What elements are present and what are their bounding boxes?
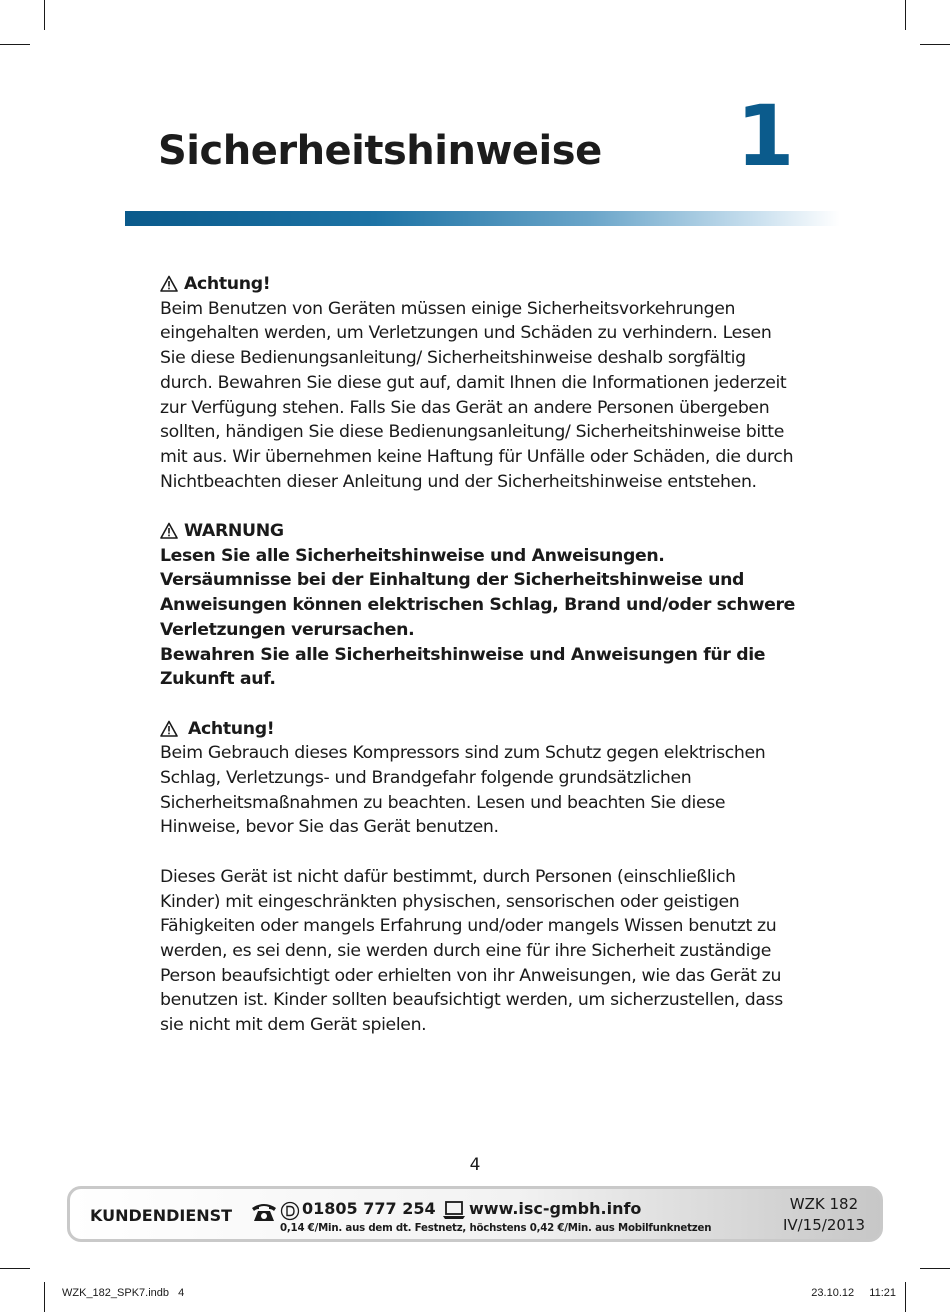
model-info (783, 1194, 865, 1236)
paragraph-bold: Lesen Sie alle Sicherheitshinweise und Anweisungen. Versäumnisse bei der Einhaltung der Sicherheitshinweise und Anweisungen können elektrischen Schlag, Brand und/oder schwere Verletzungen verursachen. (160, 545, 795, 640)
heading-text: Achtung! (184, 274, 271, 294)
warning-triangle-icon (160, 522, 178, 540)
website-link[interactable]: www.isc-gmbh.info (469, 1199, 642, 1218)
section-achtung-1 (160, 272, 800, 494)
heading-text: Achtung! (188, 718, 275, 739)
warning-triangle-icon (160, 275, 178, 293)
section-heading (160, 272, 800, 297)
section-children-notice (160, 865, 800, 1038)
page-number: 4 (469, 1155, 481, 1175)
model-number: WZK 182 (789, 1195, 859, 1213)
crop-mark (920, 1268, 950, 1269)
crop-mark (44, 0, 45, 30)
circle-d-icon (280, 1201, 300, 1225)
chapter-number: 1 (736, 87, 795, 185)
print-slug-datetime: 23.10.12 11:21 (811, 1287, 896, 1299)
crop-mark (905, 0, 906, 30)
customer-service-footer (67, 1186, 883, 1242)
crop-mark (0, 44, 30, 45)
customer-service-label: KUNDENDIENST (90, 1206, 233, 1225)
paragraph: Beim Gebrauch dieses Kompressors sind zum Schutz gegen elektrischen Schlag, Verletzungs- und Brandgefahr folgende grundsätzlichen Sicherheitsmaßnahmen zu beachten. Lesen und beachten Sie diese Hinweise, bevor Sie das Gerät benutzen. (160, 743, 766, 838)
crop-mark (905, 1282, 906, 1312)
paragraph: Dieses Gerät ist nicht dafür bestimmt, durch Personen (einschließlich Kinder) mit eingeschränkten physischen, sensorischen oder geistigen Fähigkeiten oder mangels Erfahrung und/oder mangels Wissen benutzt zu werden, es sei denn, sie werden durch eine für ihre Sicherheit zuständige Person beaufsichtigt oder erhielten von ihr Anweisungen, wie das Gerät zu benutzen ist. Kinder sollten beaufsichtigt werden, um sicherzustellen, dass sie nicht mit dem Gerät spielen. (160, 866, 783, 1036)
crop-mark (0, 1268, 30, 1269)
section-heading (160, 519, 800, 544)
section-warnung (160, 519, 800, 692)
crop-mark (920, 44, 950, 45)
telephone-icon (250, 1201, 278, 1227)
paragraph-bold: Bewahren Sie alle Sicherheitshinweise und Anweisungen für die Zukunft auf. (160, 644, 766, 690)
page-title: Sicherheitshinweise (158, 128, 602, 174)
section-achtung-2 (160, 717, 800, 841)
title-gradient-bar (125, 211, 840, 226)
heading-text: WARNUNG (184, 521, 284, 542)
call-rates-note: 0,14 €/Min. aus dem dt. Festnetz, höchstens 0,42 €/Min. aus Mobilfunknetzen (280, 1223, 712, 1234)
print-slug-file: WZK_182_SPK7.indb 4 (62, 1287, 185, 1299)
paragraph: Beim Benutzen von Geräten müssen einige Sicherheitsvorkehrungen eingehalten werden, um Verletzungen und Schäden zu verhindern. Lesen Sie diese Bedienungsanleitung/ Sicherheitshinweise deshalb sorgfältig durch. Bewahren Sie diese gut auf, damit Ihnen die Informationen jederzeit zur Verfügung stehen. Falls Sie das Gerät an andere Personen übergeben sollten, händigen Sie diese Bedienungsanleitung/ Sicherheitshinweise bitte mit aus. Wir übernehmen keine Haftung für Unfälle oder Schäden, die durch Nichtbeachten dieser Anleitung und der Sicherheitshinweise entstehen. (160, 298, 794, 492)
model-revision: IV/15/2013 (782, 1216, 865, 1234)
section-heading (160, 717, 800, 742)
crop-mark (44, 1282, 45, 1312)
warning-triangle-icon (160, 720, 178, 738)
laptop-icon (442, 1200, 466, 1224)
document-body (160, 272, 800, 1062)
hotline-number: 01805 777 254 (302, 1199, 436, 1218)
